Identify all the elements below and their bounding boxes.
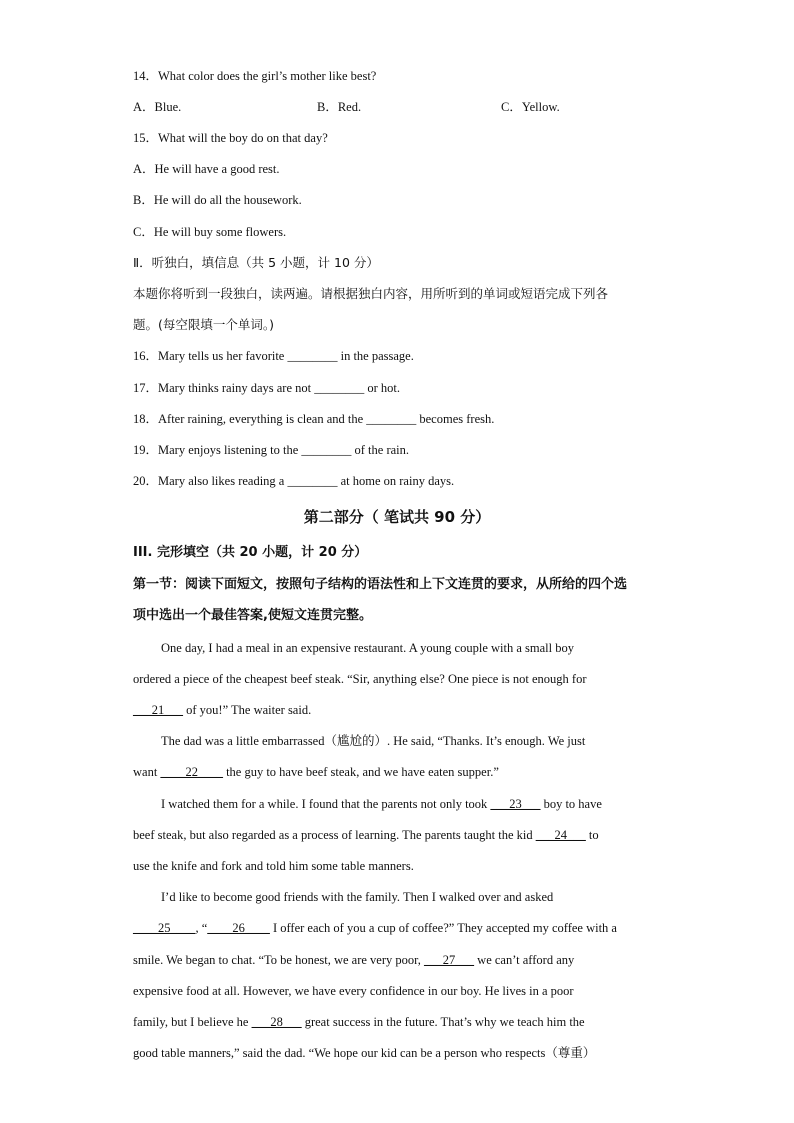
blank-22: ____22____ bbox=[160, 765, 223, 779]
passage-text: to bbox=[585, 828, 599, 842]
passage-text: great success in the future. That’s why we teach him the bbox=[301, 1015, 585, 1029]
passage-p4-line2 bbox=[133, 920, 617, 936]
passage-p3-line1 bbox=[161, 796, 602, 812]
passage-p3-line2 bbox=[133, 827, 599, 843]
blank-26: ____26____ bbox=[207, 921, 270, 935]
q14-option-a: A．Blue. bbox=[133, 100, 182, 114]
passage-text: beef steak, but also regarded as a process of learning. The parents taught the kid bbox=[133, 828, 536, 842]
section3-heading: III. 完形填空（共 20 小题，计 20 分） bbox=[133, 545, 368, 560]
blank-27: ___27___ bbox=[424, 953, 475, 967]
passage-text: I watched them for a while. I found that the parents not only took bbox=[161, 797, 491, 811]
q15-option-b: B．He will do all the housework. bbox=[133, 193, 302, 207]
blank-23: ___23___ bbox=[490, 797, 541, 811]
passage-text: the guy to have beef steak, and we have eaten supper.” bbox=[222, 765, 499, 779]
passage-p4-line1: I’d like to become good friends with the family. Then I walked over and asked bbox=[161, 890, 554, 904]
blank-24: ___24___ bbox=[535, 828, 586, 842]
question-16: 16．Mary tells us her favorite ________ in the passage. bbox=[133, 349, 414, 363]
section3-instructions-line1: 第一节：阅读下面短文，按照句子结构的语法性和上下文连贯的要求，从所给的四个选 bbox=[133, 577, 628, 592]
passage-text: I offer each of you a cup of coffee?” They accepted my coffee with a bbox=[269, 921, 617, 935]
passage-p4-line6: good table manners,” said the dad. “We hope our kid can be a person who respects（尊重） bbox=[133, 1046, 596, 1060]
passage-text: smile. We began to chat. “To be honest, we are very poor, bbox=[133, 953, 425, 967]
question-20: 20．Mary also likes reading a ________ at home on rainy days. bbox=[133, 474, 455, 488]
blank-21: ___21___ bbox=[133, 703, 183, 717]
passage-text: , “ bbox=[195, 921, 208, 935]
passage-p4-line4: expensive food at all. However, we have every confidence in our boy. He lives in a poor bbox=[133, 984, 574, 998]
q14-option-b: B．Red. bbox=[317, 100, 362, 114]
section3-instructions-line2: 项中选出一个最佳答案,使短文连贯完整。 bbox=[133, 608, 372, 623]
passage-text: we can’t afford any bbox=[474, 953, 575, 967]
part2-instructions-line1: 本题你将听到一段独白，读两遍。请根据独白内容，用所听到的单词或短语完成下列各 bbox=[133, 286, 609, 301]
passage-text: family, but I believe he bbox=[133, 1015, 252, 1029]
passage-p2-line2 bbox=[133, 764, 499, 780]
question-14: 14．What color does the girl’s mother like best? bbox=[133, 69, 377, 83]
question-15: 15．What will the boy do on that day? bbox=[133, 131, 328, 145]
passage-text: of you!” The waiter said. bbox=[183, 703, 312, 717]
question-19: 19．Mary enjoys listening to the ________ of the rain. bbox=[133, 443, 410, 457]
passage-text: want bbox=[133, 765, 161, 779]
part2-instructions-line2: 题。(每空限填一个单词。) bbox=[133, 317, 275, 332]
question-17: 17．Mary thinks rainy days are not ________ or hot. bbox=[133, 381, 400, 395]
written-part-title: 第二部分（ 笔试共 90 分） bbox=[303, 508, 491, 526]
blank-25: ____25____ bbox=[133, 921, 196, 935]
passage-p4-line3 bbox=[133, 952, 574, 968]
passage-p1-line2: ordered a piece of the cheapest beef steak. “Sir, anything else? One piece is not enough for bbox=[133, 672, 587, 686]
passage-text: boy to have bbox=[540, 797, 602, 811]
passage-p1-line1: One day, I had a meal in an expensive restaurant. A young couple with a small boy bbox=[161, 641, 574, 655]
passage-p2-line1: The dad was a little embarrassed（尴尬的）. He said, “Thanks. It’s enough. We just bbox=[161, 734, 586, 748]
q15-option-c: C．He will buy some flowers. bbox=[133, 225, 287, 239]
q15-option-a: A．He will have a good rest. bbox=[133, 162, 280, 176]
q14-option-c: C．Yellow. bbox=[501, 100, 560, 114]
passage-p4-line5 bbox=[133, 1014, 585, 1030]
question-18: 18．After raining, everything is clean and the ________ becomes fresh. bbox=[133, 412, 495, 426]
passage-p1-line3 bbox=[133, 702, 311, 718]
blank-28: ___28___ bbox=[251, 1015, 302, 1029]
part2-heading: Ⅱ．听独白，填信息（共 5 小题，计 10 分） bbox=[133, 255, 379, 270]
passage-p3-line3: use the knife and fork and told him some table manners. bbox=[133, 859, 414, 873]
